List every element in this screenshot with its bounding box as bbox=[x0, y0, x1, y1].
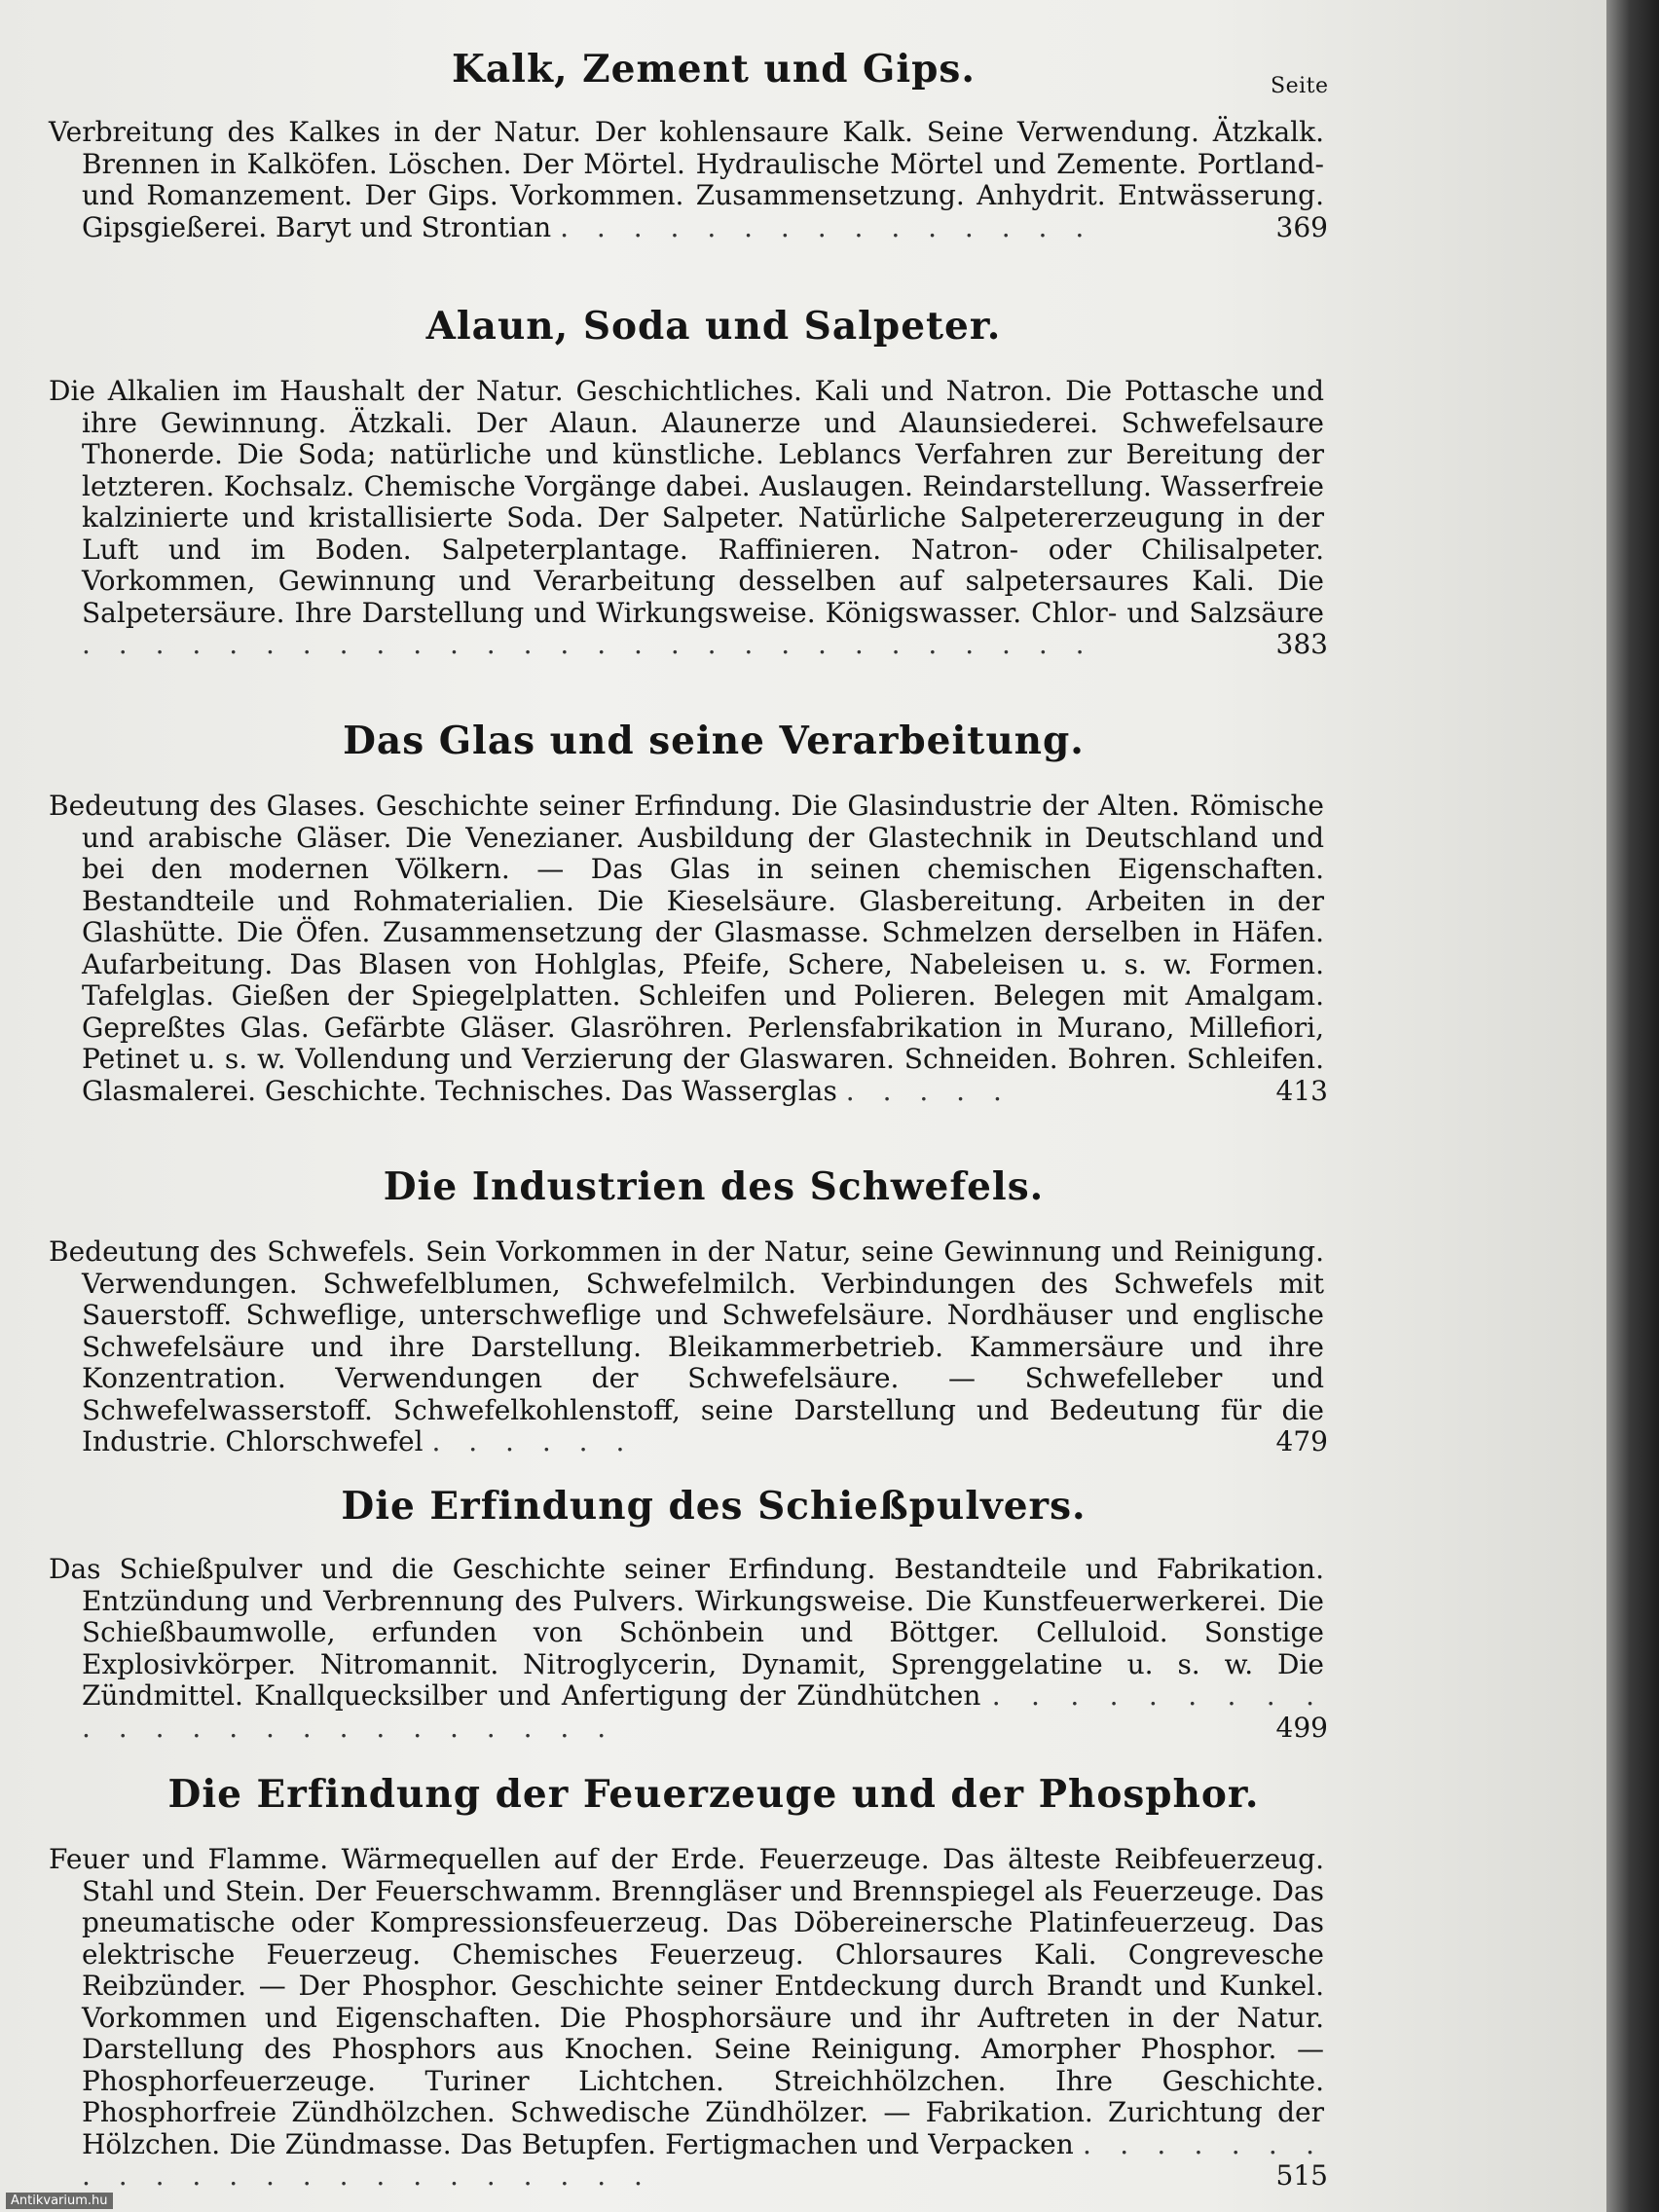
toc-entry bbox=[49, 1553, 1328, 1744]
toc-entry bbox=[49, 790, 1328, 1107]
page-edge-shadow bbox=[1606, 0, 1659, 2212]
page-number: 413 bbox=[1275, 1074, 1328, 1107]
section-title: Das Glas und seine Verarbeitung. bbox=[343, 719, 1085, 763]
page-number: 499 bbox=[1275, 1711, 1328, 1744]
leader-dots: . . . . . bbox=[845, 1074, 1012, 1107]
leader-dots: . . . . . . . . . . . . . . . . . . . . . . . . bbox=[82, 1679, 1324, 1744]
page-column-header: Seite bbox=[1271, 74, 1329, 98]
entry-text: Die Alkalien im Haushalt der Natur. Geschichtliches. Kali und Natron. Die Pottasche und ihre Gewinnung. Ätzkali. Der Alaun. Alaunerze und Alaunsiederei. Schwefelsaure Thonerde. Die Soda; natürliche und künstliche. Leblancs Verfahren zur Bereitung der letzteren. Kochsalz. Chemische Vorgänge dabei. Auslaugen. Reindarstellung. Wasserfreie kalzinierte und kristallisierte Soda. Der Salpeter. Natürliche Salpetererzeugung in der Luft und im Boden. Salpeterplantage. Raffinieren. Natron- oder Chilisalpeter. Vorkommen, Gewinnung und Verarbeitung desselben auf salpetersaures Kali. Die Salpetersäure. Ihre Darstellung und Wirkungsweise. Königswasser. Chlor- und Salzsäure bbox=[49, 375, 1324, 629]
page-number: 515 bbox=[1275, 2159, 1328, 2192]
leader-dots: . . . . . . . . . . . . . . . . . . . . . . . . . . . . bbox=[82, 628, 1094, 660]
entry-text: Feuer und Flamme. Wärmequellen auf der Erde. Feuerzeuge. Das älteste Reibfeuerzeug. Stahl und Stein. Der Feuerschwamm. Brenngläser und Brennspiegel als Feuerzeuge. Das pneumatische oder Kompressionsfeuerzeug. Das Döbereinersche Platinfeuerzeug. Das elektrische Feuerzeug. Chemisches Feuerzeug. Chlorsaures Kali. Congrevesche Reibzünder. — Der Phosphor. Geschichte seiner Entdeckung durch Brandt und Kunkel. Vorkommen und Eigenschaften. Die Phosphorsäure und ihr Auftreten in der Natur. Darstellung des Phosphors aus Knochen. Seine Reinigung. Amorpher Phosphor. — Phosphorfeuerzeuge. Turiner Lichtchen. Streichhölzchen. Ihre Geschichte. Phosphorfreie Zündhölzchen. Schwedische Zündhölzer. — Fabrikation. Zurichtung der Hölzchen. Die Zündmasse. Das Betupfen. Fertigmachen und Verpacken bbox=[49, 1843, 1324, 2160]
entry-text: Verbreitung des Kalkes in der Natur. Der kohlensaure Kalk. Seine Verwendung. Ätzkalk. Brennen in Kalköfen. Löschen. Der Mörtel. Hydraulische Mörtel und Zemente. Portland- und Romanzement. Der Gips. Vorkommen. Zusammensetzung. Anhydrit. Entwässerung. Gipsgießerei. Baryt und Strontian bbox=[49, 116, 1324, 243]
page-number: 369 bbox=[1275, 210, 1328, 243]
toc-section-schiesspulver bbox=[49, 1484, 1328, 1744]
leader-dots: . . . . . . . . . . . . . . . bbox=[560, 210, 1094, 243]
toc-section-kalk bbox=[49, 47, 1328, 243]
entry-text: Bedeutung des Glases. Geschichte seiner Erfindung. Die Glasindustrie der Alten. Römische und arabische Gläser. Die Venezianer. Ausbildung der Glastechnik in Deutschland und bei den modernen Völkern. — Das Glas in seinen chemischen Eigenschaften. Bestandteile und Rohmaterialien. Die Kieselsäure. Glasbereitung. Arbeiten in der Glashütte. Die Öfen. Zusammensetzung der Glasmasse. Schmelzen derselben in Häfen. Aufarbeitung. Das Blasen von Hohlglas, Pfeife, Schere, Nabeleisen u. s. w. Formen. Tafelglas. Gießen der Spiegelplatten. Schleifen und Polieren. Belegen mit Amalgam. Gepreßtes Glas. Gefärbte Gläser. Glasröhren. Perlensfabrikation in Murano, Millefiori, Petinet u. s. w. Vollendung und Verzierung der Glaswaren. Schneiden. Bohren. Schleifen. Glasmalerei. Geschichte. Technisches. Das Wasserglas bbox=[49, 790, 1324, 1107]
leader-dots: . . . . . . bbox=[431, 1425, 635, 1457]
toc-entry bbox=[49, 375, 1328, 661]
watermark: Antikvarium.hu bbox=[6, 2193, 113, 2209]
toc-entry bbox=[49, 1843, 1328, 2193]
section-title: Die Industrien des Schwefels. bbox=[383, 1164, 1045, 1209]
toc-section-feuerzeuge bbox=[49, 1772, 1328, 2193]
page-number: 383 bbox=[1275, 628, 1328, 660]
toc-section-glas bbox=[49, 719, 1328, 1107]
toc-section-alaun bbox=[49, 304, 1328, 661]
leader-dots: . . . . . . . . . . . . . . . . . . . . . . . bbox=[82, 2127, 1324, 2192]
section-title: Alaun, Soda und Salpeter. bbox=[425, 304, 1002, 349]
toc-entry bbox=[49, 116, 1328, 243]
section-title: Kalk, Zement und Gips. bbox=[452, 47, 976, 92]
entry-text: Das Schießpulver und die Geschichte seiner Erfindung. Bestandteile und Fabrikation. Entzündung und Verbrennung des Pulvers. Wirkungsweise. Die Kunstfeuerwerkerei. Die Schießbaumwolle, erfunden von Schönbein und Böttger. Celluloid. Sonstige Explosivkörper. Nitromannit. Nitroglycerin, Dynamit, Sprenggelatine u. s. w. Die Zündmittel. Knallquecksilber und Anfertigung der Zündhütchen bbox=[49, 1553, 1324, 1712]
section-title: Die Erfindung der Feuerzeuge und der Phosphor. bbox=[167, 1772, 1260, 1817]
section-title: Die Erfindung des Schießpulvers. bbox=[341, 1484, 1087, 1529]
toc-entry bbox=[49, 1235, 1328, 1458]
entry-text: Bedeutung des Schwefels. Sein Vorkommen in der Natur, seine Gewinnung und Reinigung. Verwendungen. Schwefelblumen, Schwefelmilch. Verbindungen des Schwefels mit Sauerstoff. Schweflige, unterschweflige und Schwefelsäure. Nordhäuser und englische Schwefelsäure und ihre Darstellung. Bleikammerbetrieb. Kammersäure und ihre Konzentration. Verwendungen der Schwefelsäure. — Schwefelleber und Schwefelwasserstoff. Schwefelkohlenstoff, seine Darstellung und Bedeutung für die Industrie. Chlorschwefel bbox=[49, 1235, 1324, 1457]
page-number: 479 bbox=[1275, 1425, 1328, 1457]
toc-section-schwefel bbox=[49, 1164, 1328, 1458]
